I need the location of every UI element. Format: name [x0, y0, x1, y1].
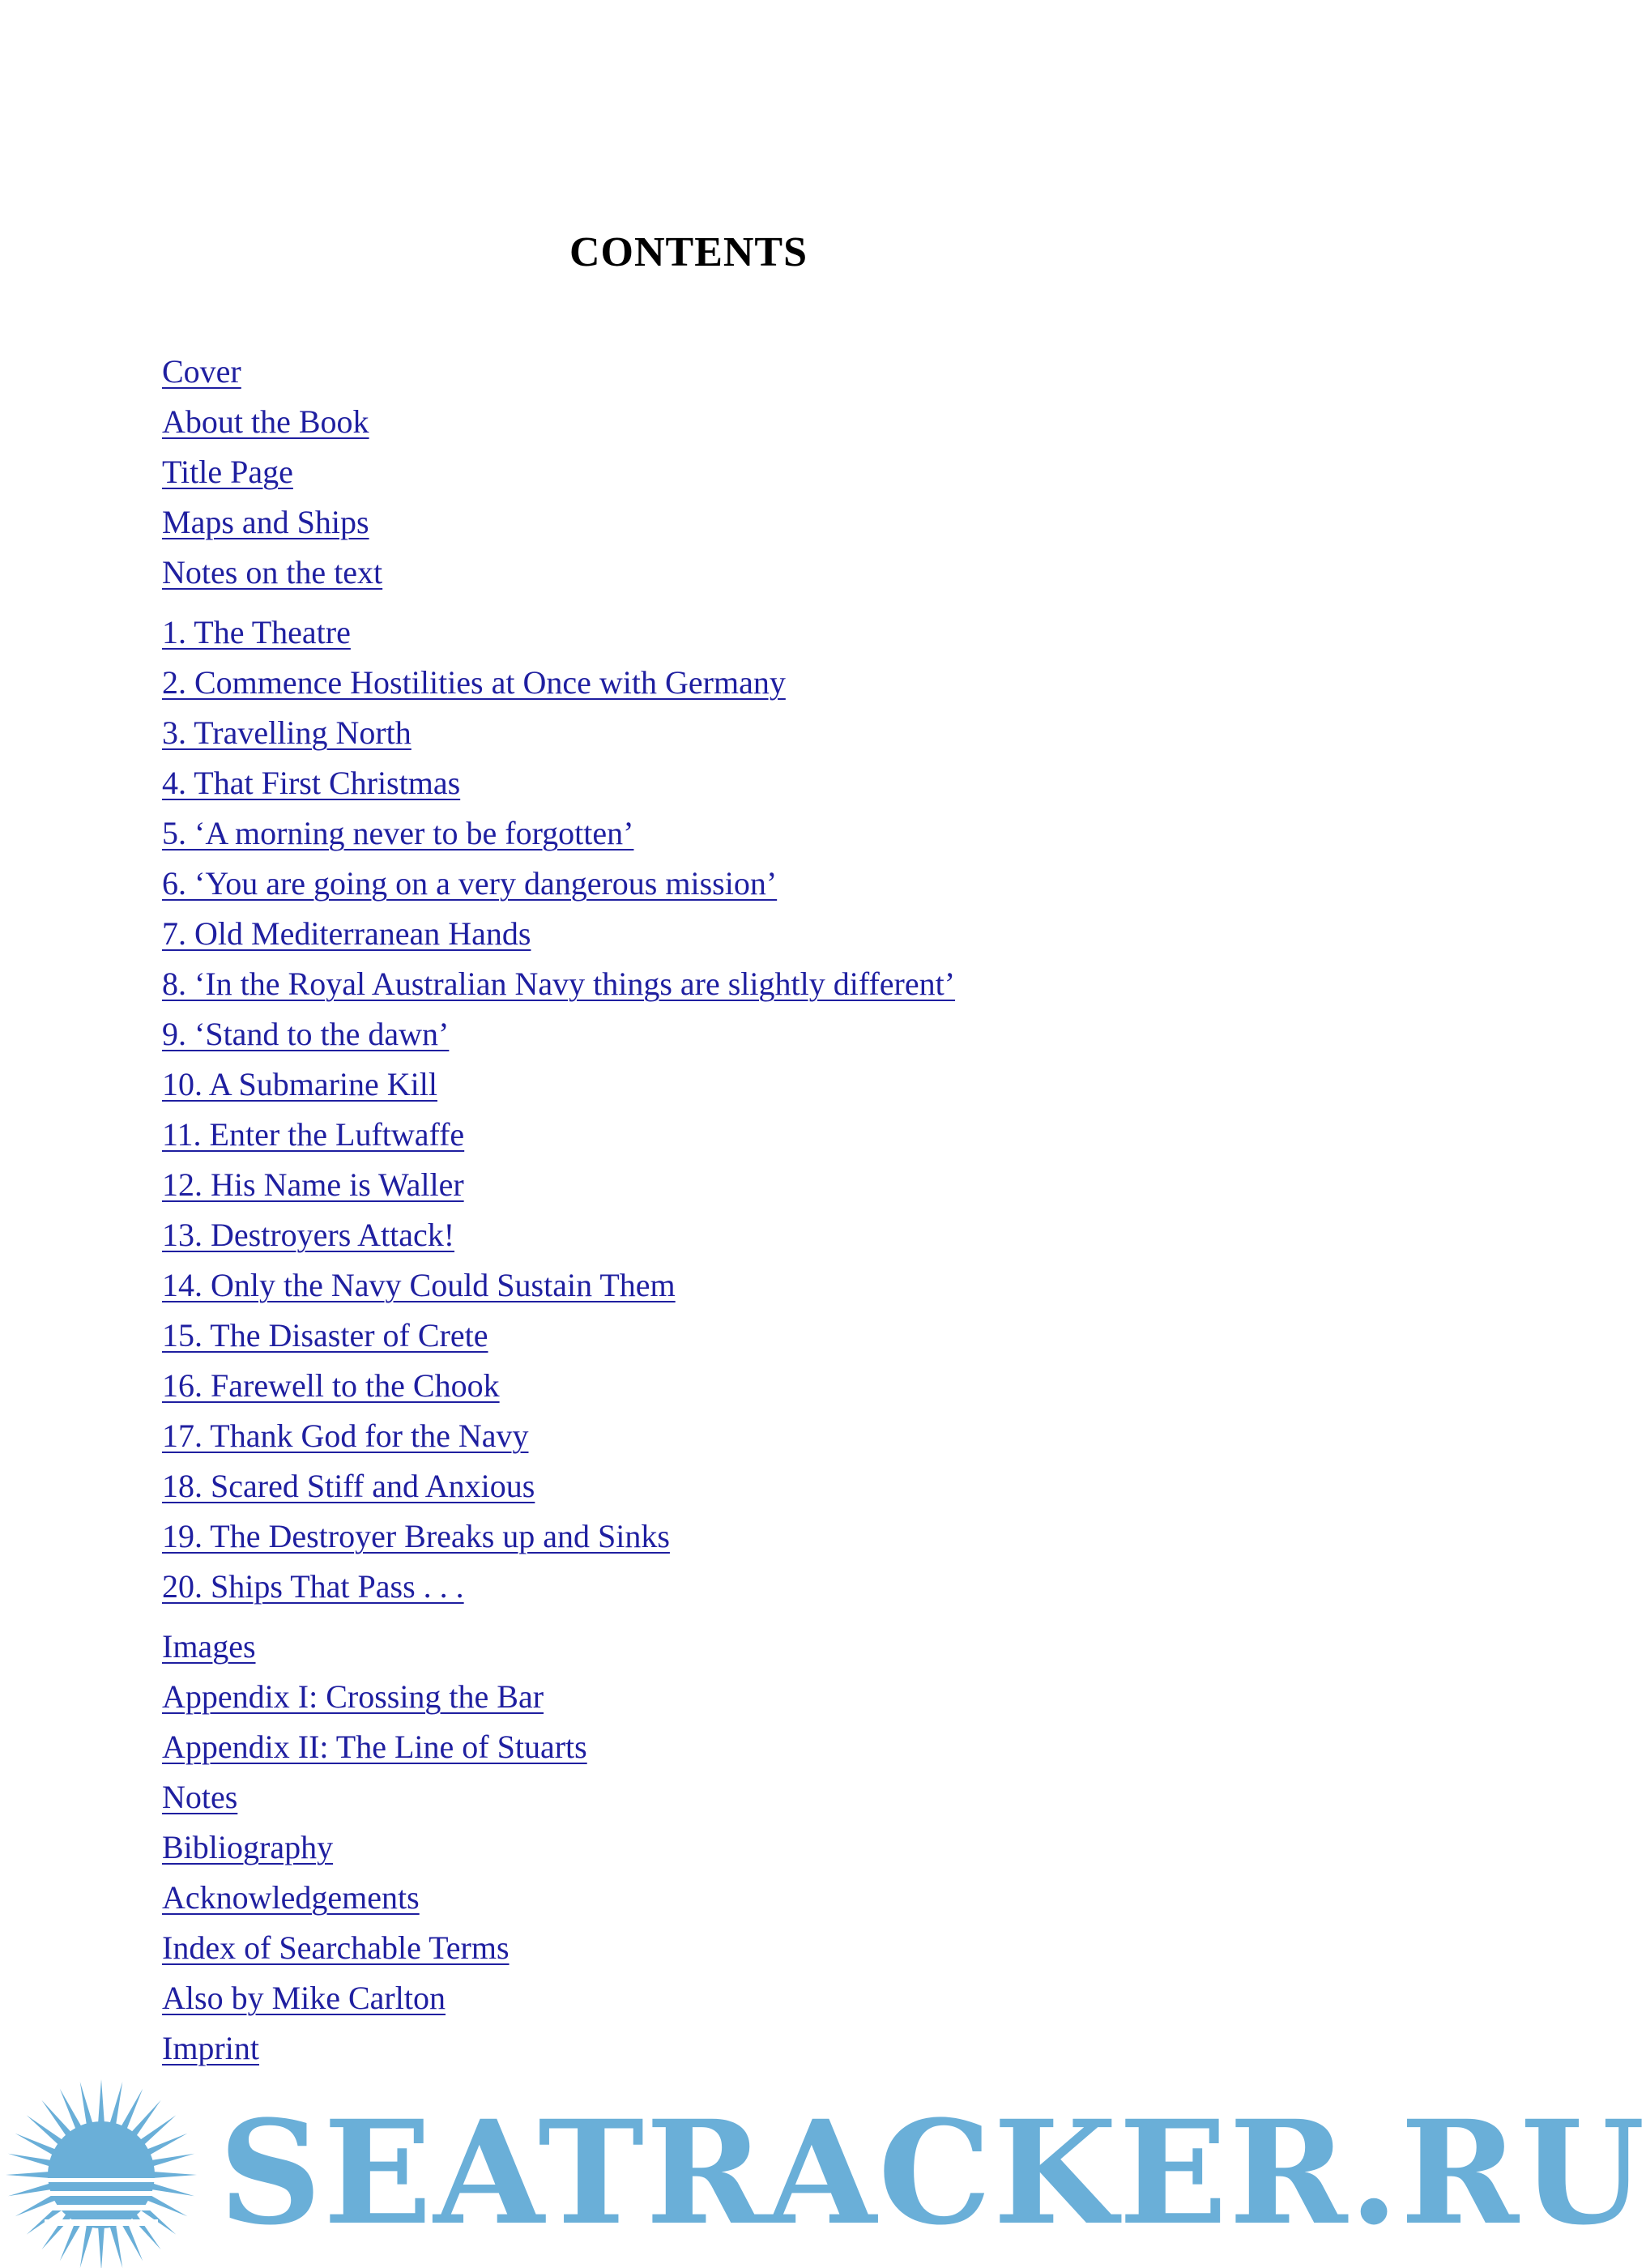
toc-item-index	[162, 1923, 955, 1973]
toc-item-title-page	[162, 447, 955, 497]
toc-item-appendix-i	[162, 1672, 955, 1722]
toc-link[interactable]: Appendix I: Crossing the Bar	[162, 1678, 544, 1715]
toc-item-chapter	[162, 1311, 955, 1361]
toc-item-chapter	[162, 808, 955, 859]
toc-link[interactable]: 20. Ships That Pass . . .	[162, 1568, 464, 1605]
toc-item-also-by	[162, 1973, 955, 2023]
toc-link[interactable]: 12. His Name is Waller	[162, 1166, 464, 1203]
toc-item-chapter	[162, 1110, 955, 1160]
toc-link[interactable]: Title Page	[162, 454, 293, 490]
toc-link[interactable]: Acknowledgements	[162, 1879, 420, 1916]
toc-link[interactable]: Also by Mike Carlton	[162, 1980, 446, 2016]
sun-ray	[98, 2223, 104, 2268]
back-matter-list	[162, 1622, 955, 2074]
toc-item-chapter	[162, 959, 955, 1009]
sun-ray	[98, 2079, 104, 2126]
sun-icon	[0, 2070, 219, 2268]
front-matter-list	[162, 347, 955, 598]
toc-link[interactable]: 16. Farewell to the Chook	[162, 1367, 500, 1404]
toc-item-chapter	[162, 1562, 955, 1612]
toc-link[interactable]: 8. ‘In the Royal Australian Navy things are slightly different’	[162, 966, 956, 1002]
toc-link[interactable]: 7. Old Mediterranean Hands	[162, 915, 531, 952]
toc-item-chapter	[162, 859, 955, 909]
toc-link[interactable]: Imprint	[162, 2030, 259, 2066]
toc-link[interactable]: 17. Thank God for the Navy	[162, 1418, 529, 1454]
sun-ray	[150, 2172, 197, 2178]
sun-ray	[80, 2082, 94, 2129]
toc-item-notes-on-the-text	[162, 548, 955, 598]
toc-item-chapter	[162, 1009, 955, 1059]
watermark	[0, 2070, 1646, 2268]
toc-link[interactable]: 14. Only the Navy Could Sustain Them	[162, 1267, 676, 1303]
toc-link[interactable]: 13. Destroyers Attack!	[162, 1217, 455, 1253]
toc-link[interactable]: Appendix II: The Line of Stuarts	[162, 1729, 587, 1765]
toc-link[interactable]: 5. ‘A morning never to be forgotten’	[162, 815, 634, 851]
toc-item-about-the-book	[162, 397, 955, 447]
toc-item-chapter	[162, 1411, 955, 1461]
watermark-text: SEATRACKER.RU	[219, 2089, 1646, 2257]
toc-link[interactable]: Index of Searchable Terms	[162, 1929, 510, 1966]
toc-link[interactable]: 1. The Theatre	[162, 614, 351, 650]
toc-item-chapter	[162, 909, 955, 959]
toc-item-maps-and-ships	[162, 497, 955, 548]
toc-item-chapter	[162, 1361, 955, 1411]
toc-item-chapter	[162, 1059, 955, 1110]
toc-item-chapter	[162, 708, 955, 758]
toc-link[interactable]: 15. The Disaster of Crete	[162, 1317, 488, 1354]
toc-link[interactable]: 11. Enter the Luftwaffe	[162, 1116, 465, 1153]
sun-ray	[147, 2154, 194, 2168]
toc-link[interactable]: Bibliography	[162, 1829, 334, 1865]
toc-item-appendix-ii	[162, 1722, 955, 1772]
toc-item-imprint	[162, 2023, 955, 2074]
toc-link[interactable]: Notes on the text	[162, 554, 383, 590]
toc-item-chapter	[162, 608, 955, 658]
page-title: CONTENTS	[569, 229, 808, 275]
table-of-contents	[162, 347, 955, 2083]
toc-item-chapter	[162, 1160, 955, 1210]
toc-link[interactable]: Maps and Ships	[162, 504, 369, 540]
toc-link[interactable]: 10. A Submarine Kill	[162, 1066, 437, 1102]
chapters-list	[162, 608, 955, 1612]
toc-item-chapter	[162, 1210, 955, 1260]
toc-item-chapter	[162, 1461, 955, 1511]
toc-link[interactable]: 19. The Destroyer Breaks up and Sinks	[162, 1518, 670, 1554]
toc-item-images	[162, 1622, 955, 1672]
toc-link[interactable]: 3. Travelling North	[162, 714, 412, 751]
toc-item-chapter	[162, 1260, 955, 1311]
toc-item-chapter	[162, 1511, 955, 1562]
sun-ray	[109, 2082, 122, 2129]
toc-item-chapter	[162, 758, 955, 808]
toc-link[interactable]: About the Book	[162, 403, 369, 440]
toc-link[interactable]: 18. Scared Stiff and Anxious	[162, 1468, 535, 1504]
toc-item-cover	[162, 347, 955, 397]
toc-link[interactable]: 9. ‘Stand to the dawn’	[162, 1016, 450, 1052]
toc-link[interactable]: Cover	[162, 353, 241, 390]
sun-ray	[109, 2221, 122, 2268]
toc-link[interactable]: 6. ‘You are going on a very dangerous mission’	[162, 865, 778, 902]
toc-item-acknowledgements	[162, 1873, 955, 1923]
toc-item-bibliography	[162, 1823, 955, 1873]
toc-item-notes	[162, 1772, 955, 1823]
toc-item-chapter	[162, 658, 955, 708]
toc-link[interactable]: Images	[162, 1628, 256, 1665]
toc-link[interactable]: Notes	[162, 1779, 238, 1815]
toc-link[interactable]: 2. Commence Hostilities at Once with Germany	[162, 664, 786, 701]
sun-ray	[6, 2172, 53, 2178]
sun-ray	[80, 2221, 94, 2268]
toc-link[interactable]: 4. That First Christmas	[162, 765, 461, 801]
sun-ray	[8, 2154, 55, 2168]
